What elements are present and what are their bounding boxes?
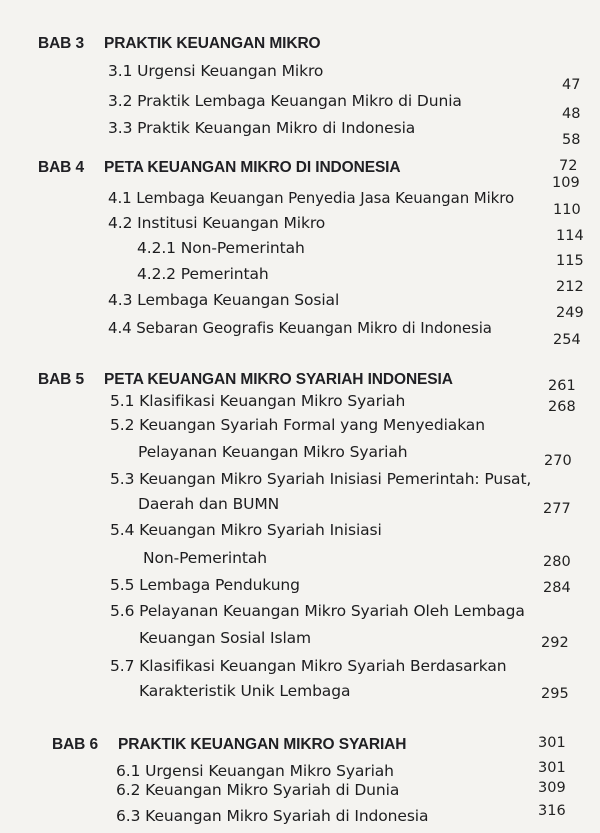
page-number: 292 xyxy=(541,635,569,651)
page-number: 261 xyxy=(548,378,576,394)
toc-entry: 3.3 Praktik Keuangan Mikro di Indonesia xyxy=(108,119,416,137)
page-number: 301 xyxy=(538,760,566,776)
page-number: 309 xyxy=(538,780,566,796)
chapter-title: PRAKTIK KEUANGAN MIKRO xyxy=(104,35,321,52)
chapter-title: PETA KEUANGAN MIKRO SYARIAH INDONESIA xyxy=(104,371,453,388)
page-number: 284 xyxy=(543,580,571,596)
toc-entry: 5.4 Keuangan Mikro Syariah Inisiasi xyxy=(110,521,382,539)
toc-entry-continuation: Non-Pemerintah xyxy=(143,549,267,567)
toc-entry: 4.2.1 Non-Pemerintah xyxy=(137,239,305,257)
toc-entry: 6.2 Keuangan Mikro Syariah di Dunia xyxy=(116,781,400,799)
toc-entry: 5.5 Lembaga Pendukung xyxy=(110,576,300,594)
page-number: 58 xyxy=(562,132,581,148)
chapter-heading-bab-3: BAB 3 xyxy=(38,35,85,52)
toc-entry: 4.3 Lembaga Keuangan Sosial xyxy=(108,291,340,309)
toc-entry: 3.1 Urgensi Keuangan Mikro xyxy=(108,62,324,80)
toc-entry-continuation: Pelayanan Keuangan Mikro Syariah xyxy=(138,443,408,461)
toc-entry: 5.7 Klasifikasi Keuangan Mikro Syariah Berdasarkan xyxy=(110,657,507,675)
chapter-heading-bab-4: BAB 4 xyxy=(38,159,85,176)
toc-entry: 5.6 Pelayanan Keuangan Mikro Syariah Oleh Lembaga xyxy=(110,602,525,620)
toc-entry: 4.2 Institusi Keuangan Mikro xyxy=(108,214,326,232)
page-number: 295 xyxy=(541,686,569,702)
toc-entry: 6.1 Urgensi Keuangan Mikro Syariah xyxy=(116,762,394,780)
chapter-title: PRAKTIK KEUANGAN MIKRO SYARIAH xyxy=(118,736,407,753)
toc-entry: 5.3 Keuangan Mikro Syariah Inisiasi Pemerintah: Pusat, xyxy=(110,470,532,488)
page-number: 301 xyxy=(538,735,566,751)
toc-entry: 5.2 Keuangan Syariah Formal yang Menyediakan xyxy=(110,416,485,434)
toc-entry: 3.2 Praktik Lembaga Keuangan Mikro di Dunia xyxy=(108,92,462,110)
page-number: 268 xyxy=(548,399,576,415)
page-number: 72 xyxy=(559,158,578,174)
page-number: 277 xyxy=(543,501,571,517)
page-number: 115 xyxy=(556,253,584,269)
toc-entry-continuation: Karakteristik Unik Lembaga xyxy=(139,682,351,700)
chapter-heading-bab-5: BAB 5 xyxy=(38,371,85,388)
page-number: 110 xyxy=(553,202,581,218)
toc-entry: 4.1 Lembaga Keuangan Penyedia Jasa Keuangan Mikro xyxy=(108,189,515,207)
chapter-title: PETA KEUANGAN MIKRO DI INDONESIA xyxy=(104,159,401,176)
page-number: 316 xyxy=(538,803,566,819)
toc-entry-continuation: Daerah dan BUMN xyxy=(138,495,280,513)
toc-entry: 6.3 Keuangan Mikro Syariah di Indonesia xyxy=(116,807,429,825)
page-number: 212 xyxy=(556,279,584,295)
toc-entry-continuation: Keuangan Sosial Islam xyxy=(139,629,312,647)
page-number: 280 xyxy=(543,554,571,570)
page-number: 249 xyxy=(556,305,584,321)
toc-entry: 4.4 Sebaran Geografis Keuangan Mikro di Indonesia xyxy=(108,319,492,337)
page-number: 48 xyxy=(562,106,581,122)
toc-entry: 5.1 Klasifikasi Keuangan Mikro Syariah xyxy=(110,392,406,410)
toc-entry: 4.2.2 Pemerintah xyxy=(137,265,269,283)
page-number: 109 xyxy=(552,175,580,191)
page-number: 270 xyxy=(544,453,572,469)
chapter-heading-bab-6: BAB 6 xyxy=(52,736,99,753)
page-number: 254 xyxy=(553,332,581,348)
page-number: 47 xyxy=(562,77,581,93)
page-number: 114 xyxy=(556,228,584,244)
